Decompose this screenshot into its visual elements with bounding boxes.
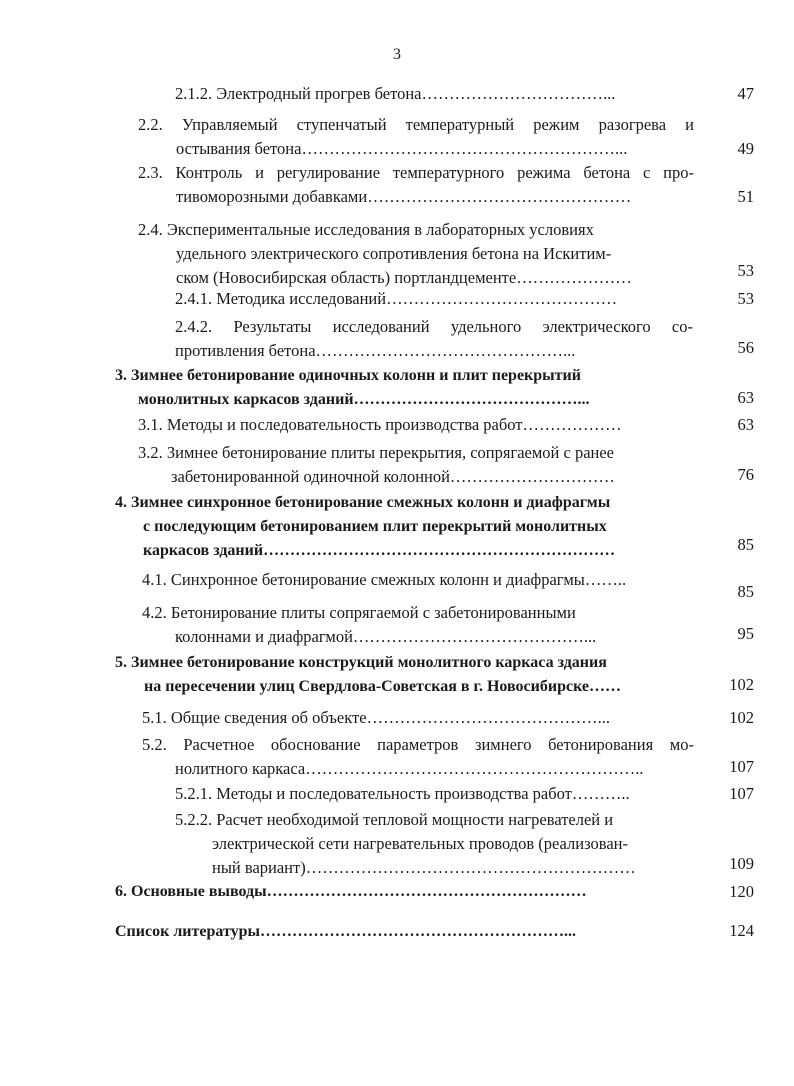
toc-page-ref: 109 (729, 854, 754, 873)
toc-entry (175, 287, 695, 311)
toc-chapter (115, 651, 695, 699)
toc-page-ref: 102 (729, 708, 754, 727)
toc-page-ref: 107 (729, 784, 754, 803)
toc-entry-text: 4.1. Синхронное бетонирование смежных колонн и диафрагмы…….. (142, 570, 627, 589)
toc-entry-text: забетонированной одиночной колонной………………………… (171, 467, 615, 486)
toc-entry-text: 3.1. Методы и последовательность производства работ……………… (138, 415, 622, 434)
toc-entry-text: 2.4. Экспериментальные исследования в лабораторных условиях (138, 220, 594, 239)
toc-entry-text: удельного электрического сопротивления бетона на Искитим- (176, 244, 612, 263)
toc-entry-text: 2.2. Управляемый ступенчатый температурный режим разогрева и (138, 115, 694, 134)
toc-entry (142, 601, 698, 649)
toc-entry-text: с последующим бетонированием плит перекрытий монолитных (143, 518, 607, 535)
toc-page-ref: 63 (737, 388, 754, 407)
toc-entry-text: на пересечении улиц Свердлова-Советская в г. Новосибирске…… (144, 678, 621, 695)
toc-entry (142, 733, 694, 781)
page-number: 3 (393, 46, 401, 63)
toc-entry-text: 4. Зимнее синхронное бетонирование смежных колонн и диафрагмы (115, 494, 611, 511)
toc-entry (175, 782, 695, 806)
toc-page-ref: 51 (737, 187, 754, 206)
toc-entry-text: 6. Основные выводы…………………………………………………… (115, 883, 587, 900)
toc-page-ref: 107 (729, 757, 754, 776)
toc-entry (175, 315, 693, 363)
toc-entry-text: нолитного каркаса…………………………………………………….. (175, 759, 644, 778)
toc-entry-text: 2.1.2. Электродный прогрев бетона……………………………... (175, 84, 616, 103)
toc-entry (138, 113, 694, 161)
toc-page-ref: 124 (729, 921, 754, 940)
toc-entry-text: тивоморозными добавками………………………………………… (176, 187, 632, 206)
toc-page-ref: 47 (737, 84, 754, 103)
toc-entry-text: 5. Зимнее бетонирование конструкций монолитного каркаса здания (115, 654, 607, 671)
toc-entry (138, 413, 694, 437)
toc-entry-text: 3.2. Зимнее бетонирование плиты перекрытия, сопрягаемой с ранее (138, 443, 615, 462)
toc-entry-text: противления бетона………………………………………... (175, 341, 576, 360)
toc-entry-text: 4.2. Бетонирование плиты сопрягаемой с забетонированными (142, 603, 576, 622)
toc-entry-text: 5.2.2. Расчет необходимой тепловой мощности нагревателей и (175, 810, 614, 829)
toc-entry (138, 441, 694, 489)
toc-chapter (115, 364, 693, 412)
toc-page-ref: 56 (737, 338, 754, 357)
toc-entry-text: ском (Новосибирская область) портландцементе………………… (176, 268, 632, 287)
toc-chapter (115, 880, 685, 904)
toc-entry (142, 706, 698, 730)
toc-page-ref: 102 (729, 675, 754, 694)
toc-entry-text: 3. Зимнее бетонирование одиночных колонн и плит перекрытий (115, 367, 581, 384)
toc-entry-text: каркасов зданий………………………………………………………… (143, 542, 616, 559)
toc-entry (175, 82, 695, 106)
toc-entry-text: колоннами и диафрагмой……………………………………... (175, 627, 597, 646)
toc-page-ref: 95 (737, 624, 754, 643)
toc-entry-text: электрической сети нагревательных проводов (реализован- (212, 834, 628, 853)
toc-entry (138, 161, 694, 209)
toc-chapter (115, 491, 695, 563)
toc-page-ref: 85 (737, 582, 754, 601)
toc-entry-text: 2.3. Контроль и регулирование температурного режима бетона с про- (138, 163, 694, 182)
toc-entry-text: Список литературы…………………………………………………... (115, 923, 576, 940)
toc-entry (138, 218, 694, 290)
toc-chapter (115, 920, 690, 944)
toc-page-ref: 76 (737, 465, 754, 484)
toc-entry-text: 5.2. Расчетное обоснование параметров зимнего бетонирования мо- (142, 735, 694, 754)
toc-entry-text: ный вариант)…………………………………………………… (212, 858, 636, 877)
toc-entry-text: 5.2.1. Методы и последовательность производства работ……….. (175, 784, 630, 803)
toc-entry-text: 2.4.1. Методика исследований…………………………………… (175, 289, 618, 308)
toc-page-ref: 53 (737, 289, 754, 308)
toc-entry (175, 808, 695, 880)
toc-entry-text: 2.4.2. Результаты исследований удельного электрического со- (175, 317, 693, 336)
toc-page-ref: 53 (737, 261, 754, 280)
toc-entry-text: остывания бетона…………………………………………………... (176, 139, 628, 158)
toc-page-ref: 63 (737, 415, 754, 434)
toc-entry-text: монолитных каркасов зданий……………………………………... (138, 391, 590, 408)
toc-page-ref: 49 (737, 139, 754, 158)
toc-page-ref: 85 (737, 535, 754, 554)
toc-page-ref: 120 (729, 882, 754, 901)
toc-entry (142, 568, 698, 592)
toc-entry-text: 5.1. Общие сведения об объекте……………………………………... (142, 708, 610, 727)
